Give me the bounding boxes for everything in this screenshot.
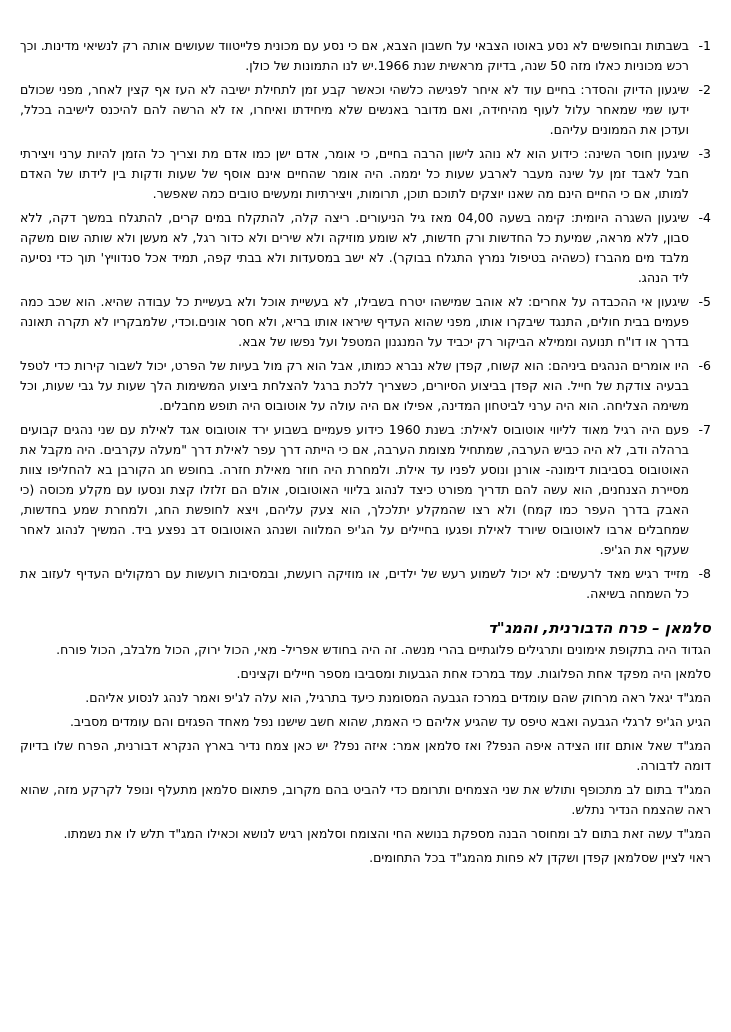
paragraph: הגיע הג'יפ לרגלי הגבעה ואבא טיפס עד שהגיע אליהם כי האמת, שהוא חשב שישנו נפל מאחד הפגזים והם עומדים מסביב. bbox=[69, 714, 711, 729]
list-item bbox=[20, 80, 711, 140]
paragraph: ראוי לציין שסלמאן קפדן ושקדן לא פחות מהמג"ד בכל התחומים. bbox=[369, 850, 711, 865]
item-text: שיגעון חוסר השינה: כידוע הוא לא נוהג לישון הרבה בחיים, כי אומר, אדם ישן כמו אדם מת וצריך כל הזמן להיות ערני ויצירתי חבל לאבד זמן על שינה מעבר לארבע שעות כל יממה. היה אומר שהחיים אינם אוסף של שעות ודקות בין לידתו של האדם למותו, אם כי החיים הינם מה שאנו יוצקים לתוכם תוכן, תרומות, ויצירתיות ומעשים טובים כמה שאפשר. bbox=[20, 146, 689, 201]
list-item bbox=[20, 144, 711, 204]
numbered-list bbox=[20, 36, 711, 604]
item-number: 2- bbox=[698, 82, 711, 97]
item-text: שיגעון הדיוק והסדר: בחיים עוד לא איחר לפגישה כלשהי וכאשר קבע זמן לתחילת ישיבה לא העז אף קצין לאחר, מפני שכולם ידעו שמי שמאחר עלול לעוף מהיחידה, ואם מדובר באנשים שלא מיחידתו ואיחרו, אז לא הרשה להם להיכנס לישיבה בכלל, ועדכן את הממונים עליהם. bbox=[20, 82, 689, 137]
item-text: בשבתות ובחופשים לא נסע באוטו הצבאי על חשבון הצבא, אם כי נסע עם מכונית פלייטווד שעושים אותה רק לנשיאי מדינות. וכך רכש מכוניות כאלו מזה 50 שנה, בדיוק מראשית שנת 1966.יש לנו התמונות של כולן. bbox=[20, 38, 689, 73]
list-item bbox=[20, 292, 711, 352]
item-number: 8- bbox=[698, 566, 711, 581]
item-number: 4- bbox=[698, 210, 711, 225]
item-number: 1- bbox=[698, 38, 711, 53]
paragraph: המג"ד עשה זאת בתום לב ומחוסר הבנה מספקת בנושא החי והצומח וסלמאן רגיש לנושא וכאילו המג"ד תלש לו את נשמתו. bbox=[63, 826, 711, 841]
item-text: פעם היה רגיל מאוד לליווי אוטובוס לאילת: בשנת 1960 כידוע פעמיים בשבוע ירד אוטובוס אגד לאילת עם שני נהגים קבועים ברהלה ודב, לא היה כביש הערבה, שמתחיל מצומת הערבה, אם כי הייתה דרך עפר לאילת דרך "מעלה עקרבים. היה מקבל את האוטובוס בסביבות דימונה- אורנן ונוסע לפניו עד אילת. ולמחרת היה חוזר מאילת חזרה. בחופש חג הקורבן בא להחליפו צוות מסיירת הצנחנים, הוא עשה להם תדריך מפורט כיצד לנהוג בליווי האוטובוס, אולם הם זלזלו קצת ונסעו עם מקלע מכוסה (כי האבק בדרך העפר כמו קמח) ולא רצו שהמקלע יתלכלך, הוא צעק עליהם, ויצא לחופשת החג, ולמחרת שמע בחדשות, שמחבלים ארבו לאוטובוס שיורד לאילת ופגעו בחיילים על הג'יפ המלווה ושנהג האוטובוס דב נפצע ביד. המשיך לנהוג לאחר שעקף את הג'יפ. bbox=[20, 422, 689, 557]
item-number: 3- bbox=[698, 146, 711, 161]
item-number: 6- bbox=[698, 358, 711, 373]
list-item bbox=[20, 564, 711, 604]
list-item bbox=[20, 420, 711, 560]
section-title: סלמאן – פרח הדבורנית, והמג"ד bbox=[487, 619, 711, 637]
item-text: שיגעון אי ההכבדה על אחרים: לא אוהב שמישהו יטרח בשבילו, לא בעשיית אוכל ולא בעשיית כל עבודה שהיא. הוא שכב כמה פעמים בבית חולים, התנגד שיבקרו אותו, מפני שהוא העדיף שיראו אותו בריא, ולא חסר אונים.וכדי, שלמבקריו לא תקרה תאונה בדרך או דו"ח תנועה וממילא הביקור רק יכביד על המנגנון המטפל ועל נפשו של אבא. bbox=[20, 294, 689, 349]
item-text: שיגעון השגרה היומית: קימה בשעה 04,00 מאז גיל הניעורים. ריצה קלה, להתקלח במים קרים, להתגלח במשך דקה, ללא סבון, ללא מראה, שמיעת כל החדשות ורק חדשות, לא שומע מוזיקה ולא שירים ולא כדור רגל, לא מעשן ולא שותה שום משקה מלבד מים מהברז (כשהיה בטיפול נמרץ התגלח בבוקר). לא ישב במסעדות ולא בבתי קפה, תמיד אכל סנדוויץ' תוך כדי נסיעה ליד הנהג. bbox=[20, 210, 689, 285]
list-item bbox=[20, 208, 711, 288]
list-item bbox=[20, 356, 711, 416]
paragraph: הגדוד היה בתקופת אימונים ותרגילים פלוגתיים בהרי מנשה. זה היה בחודש אפריל- מאי, הכול ירוק, הכול מלבלב, הכול פורח. bbox=[56, 642, 711, 657]
paragraph: המג"ד בתום לב מתכופף ותולש את שני הצמחים ותרומם כדי להביט בהם מקרוב, פתאום סלמאן מתעלף ונופל לקרקע מזה, שהוא ראה שהצמח הנדיר נתלש. bbox=[20, 782, 711, 817]
section-body bbox=[20, 640, 711, 868]
paragraph: סלמאן היה מפקד אחת הפלוגות. עמד במרכז אחת הגבעות ומסביבו מספר חיילים וקצינים. bbox=[236, 666, 711, 681]
item-text: מזייד רגיש מאד לרעשים: לא יכול לשמוע רעש של ילדים, או מוזיקה רועשת, ובמסיבות רועשות עם רמקולים העדיף לעזוב את כל השמחה בשיאה. bbox=[20, 566, 689, 601]
item-text: היו אומרים הנהגים ביניהם: הוא קשוח, קפדן שלא נברא כמותו, אבל הוא רק מול בעיות של הפרט, יכול לשבור קירות כדי לטפל בבעיה צודקת של חייל. הוא קפדן בביצוע הסיורים, כשצריך ללכת ברגל להצלחת ביצוע המשימות הלך שעות על גבי שעות, וכל משימה הצליחה. הוא היה ערני לביטחון המדינה, אפילו אם היה עולה על אוטובוס היה תופש מחבלים. bbox=[20, 358, 689, 413]
item-number: 5- bbox=[698, 294, 711, 309]
list-item bbox=[20, 36, 711, 76]
paragraph: המג"ד יגאל ראה מרחוק שהם עומדים במרכז הגבעה המסומנת כיעד בתרגיל, הוא עלה לג'יפ ואמר לנהג לנסוע אליהם. bbox=[85, 690, 711, 705]
item-number: 7- bbox=[698, 422, 711, 437]
paragraph: המג"ד שאל אותם זוזו הצידה איפה הנפל? ואז סלמאן אמר: איזה נפל? יש כאן צמח נדיר בארץ הנקרא דבורנית, הפרח שלו בדיוק דומה לדבורה. bbox=[20, 738, 711, 773]
